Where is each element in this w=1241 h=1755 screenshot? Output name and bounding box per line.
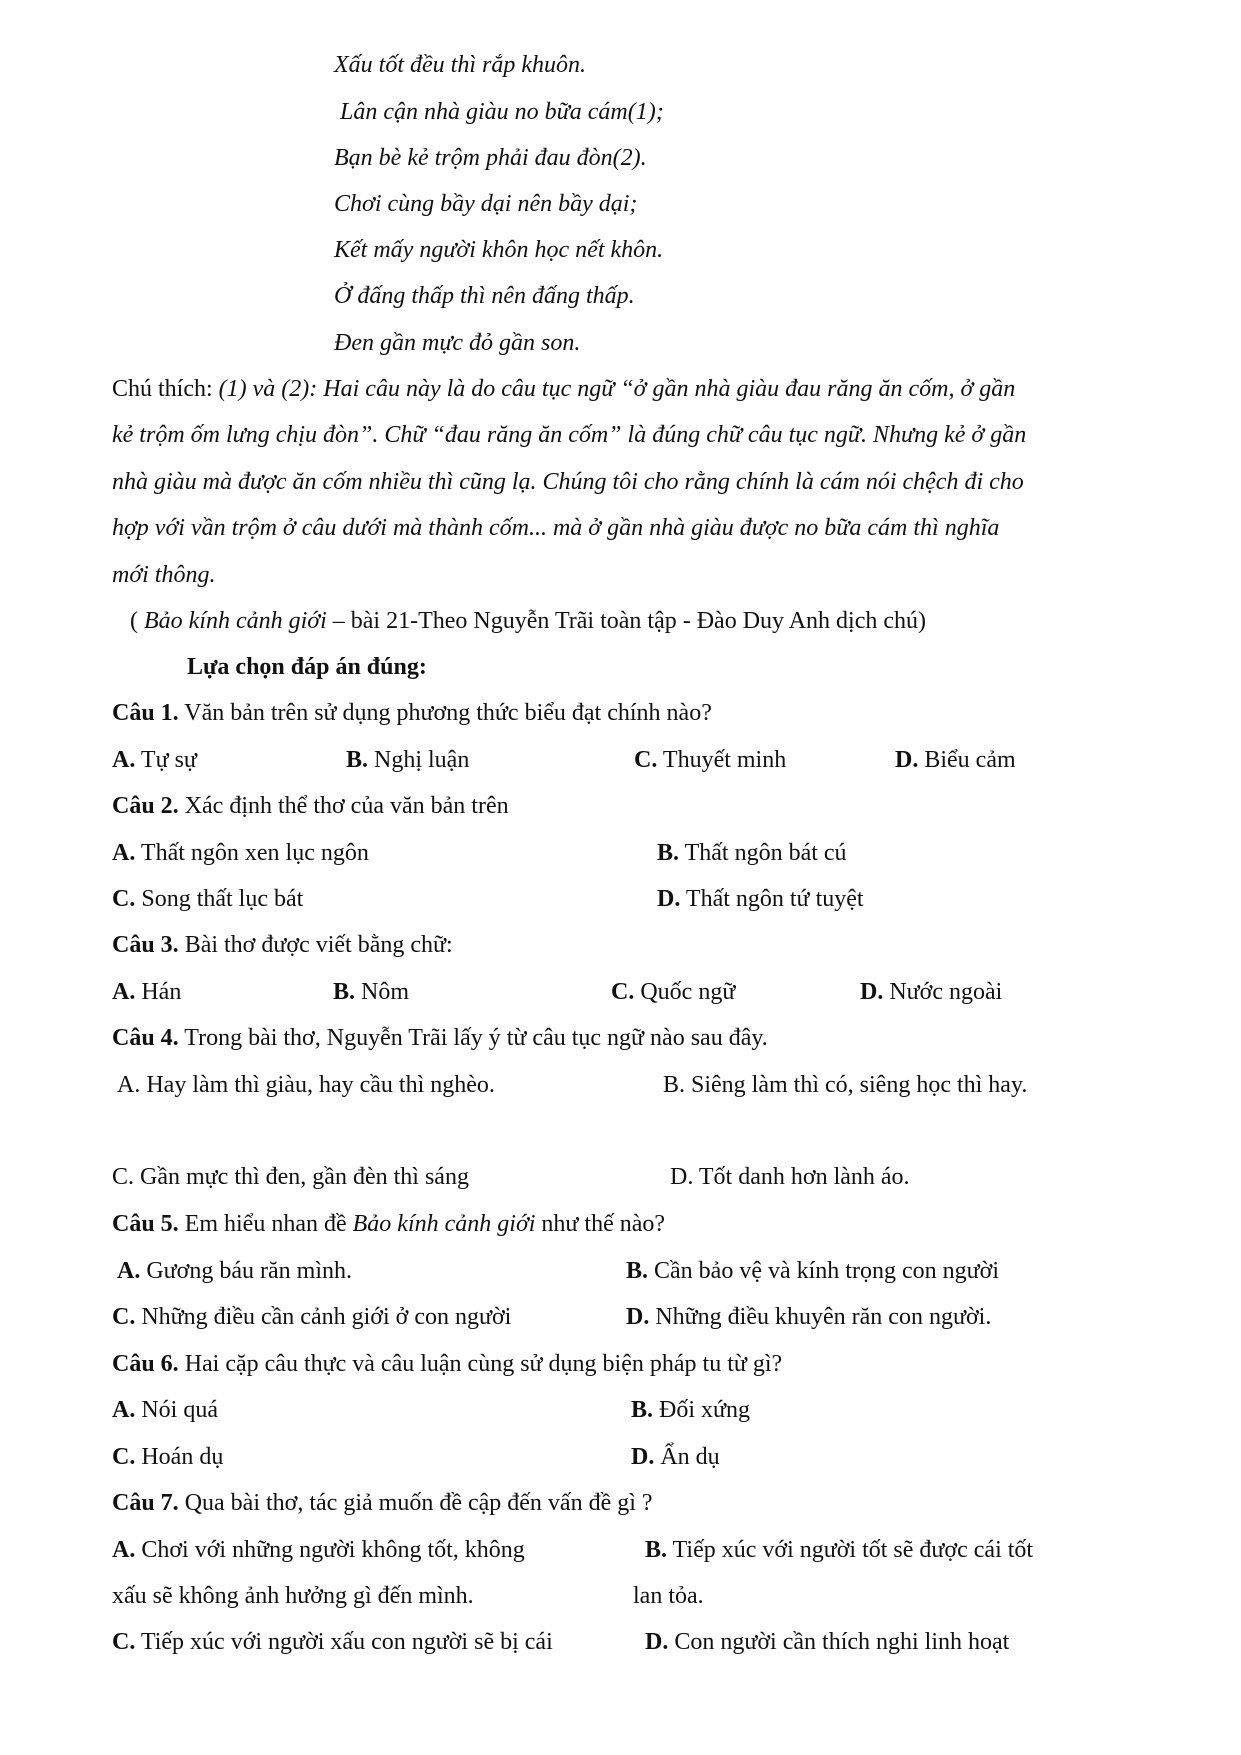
q7-option-b[interactable] [645,1535,1033,1565]
option-key: A. [112,840,136,866]
option-text: Biểu cảm [918,747,1016,773]
source-citation [130,606,926,636]
option-key: B. [346,747,369,773]
option-key: D. [626,1304,650,1330]
q2-option-c[interactable] [112,884,303,914]
option-key: A. [112,1397,136,1423]
option-text: Nói quá [135,1397,218,1423]
option-text: Chơi với những người không tốt, không [135,1537,525,1563]
option-text: Những điều cần cảnh giới ở con người [135,1304,512,1330]
question-number: Câu 6. [112,1351,179,1377]
question-title: Bảo kính cảnh giới [352,1211,536,1237]
option-text: Hoán dụ [135,1444,224,1470]
option-text: Thuyết minh [657,747,787,773]
poem-line-5: Kết mấy người khôn học nết khôn. [334,237,664,263]
option-text: Gương báu răn mình. [140,1258,353,1284]
poem-line-7: Đen gần mực đỏ gần son. [334,330,581,356]
option-key: C. [112,1629,136,1655]
question-text: Em hiểu nhan đề [178,1211,353,1237]
option-key: C. [112,1444,136,1470]
q1-option-a[interactable] [112,745,197,775]
option-text: Thất ngôn tứ tuyệt [680,886,864,912]
q5-option-c[interactable] [112,1302,511,1332]
question-4 [112,1023,768,1053]
note-text: (1) và (2): Hai câu này là do câu tục ngữ “ở gần nhà giàu đau răng ăn cốm, ở gần [218,376,1016,402]
option-text: Đối xứng [653,1397,751,1423]
q3-option-a[interactable] [112,977,181,1007]
question-text: Trong bài thơ, Nguyễn Trãi lấy ý từ câu tục ngữ nào sau đây. [178,1025,768,1051]
q5-option-a[interactable] [117,1256,352,1286]
question-text: Xác định thể thơ của văn bản trên [178,793,509,819]
question-text: Hai cặp câu thực và câu luận cùng sử dụng biện pháp tu từ gì? [178,1351,783,1377]
q3-option-b[interactable] [333,977,409,1007]
option-key: C. [611,979,635,1005]
option-key: C. [112,1304,136,1330]
q7-option-d[interactable] [645,1627,1009,1657]
option-key: C. [112,886,136,912]
option-text: Nghị luận [368,747,470,773]
note-label: Chú thích: [112,376,213,402]
q3-option-c[interactable] [611,977,735,1007]
q6-option-d[interactable] [631,1442,720,1472]
question-7 [112,1488,653,1518]
option-key: C. [634,747,658,773]
question-text: Bài thơ được viết bằng chữ: [178,932,453,958]
option-key: A. [112,747,136,773]
poem-line-2: Lân cận nhà giàu no bữa cám(1); [340,99,664,125]
question-number: Câu 4. [112,1025,179,1051]
option-text: Hán [135,979,182,1005]
note-line-2: kẻ trộm ốm lưng chịu đòn”. Chữ “đau răng ăn cốm” là đúng chữ câu tục ngữ. Nhưng kẻ ở gần [112,422,1027,448]
question-2 [112,791,509,821]
q6-option-a[interactable] [112,1395,218,1425]
option-key: A. [117,1258,141,1284]
note-line-3: nhà giàu mà được ăn cốm nhiều thì cũng lạ. Chúng tôi cho rằng chính là cám nói chệch đi cho [112,469,1024,495]
option-text: Ẩn dụ [654,1444,720,1470]
q6-option-b[interactable] [631,1395,750,1425]
option-key: B. [657,840,680,866]
option-key: D. [895,747,919,773]
instruction-heading: Lựa chọn đáp án đúng: [187,654,427,680]
source-open: ( [130,608,144,634]
source-title: Bảo kính cảnh giới [144,608,327,634]
option-key: B. [333,979,356,1005]
q5-option-d[interactable] [626,1302,991,1332]
q6-option-c[interactable] [112,1442,223,1472]
q2-option-a[interactable] [112,838,369,868]
option-key: A. [112,979,136,1005]
poem-line-4: Chơi cùng bầy dại nên bầy dại; [334,191,638,217]
question-number: Câu 1. [112,700,179,726]
q4-option-d[interactable]: D. Tốt danh hơn lành áo. [670,1164,910,1190]
option-key: D. [860,979,884,1005]
question-number: Câu 2. [112,793,179,819]
question-1 [112,698,712,728]
q7-option-a[interactable] [112,1535,525,1565]
q4-option-c[interactable]: C. Gần mực thì đen, gần đèn thì sáng [112,1164,469,1190]
option-key: B. [631,1397,654,1423]
option-text: Nước ngoài [883,979,1003,1005]
question-5 [112,1209,665,1239]
option-text: Thất ngôn bát cú [679,840,847,866]
question-text-end: như thế nào? [535,1211,666,1237]
q1-option-d[interactable] [895,745,1016,775]
option-key: B. [645,1537,668,1563]
option-key: A. [112,1537,136,1563]
option-key: D. [657,886,681,912]
option-text: Quốc ngữ [634,979,736,1005]
option-text: Nôm [355,979,410,1005]
q4-option-b[interactable]: B. Siêng làm thì có, siêng học thì hay. [663,1072,1028,1098]
question-number: Câu 3. [112,932,179,958]
question-6 [112,1349,782,1379]
note-line-5: mới thông. [112,562,216,588]
option-text: Tiếp xúc với người tốt sẽ được cái tốt [667,1537,1034,1563]
option-key: B. [626,1258,649,1284]
option-key: D. [631,1444,655,1470]
note-line-1 [112,374,1015,404]
question-number: Câu 5. [112,1211,179,1237]
option-text: Song thất lục bát [135,886,304,912]
question-number: Câu 7. [112,1490,179,1516]
option-text: Cần bảo vệ và kính trọng con người [648,1258,999,1284]
option-text: Thất ngôn xen lục ngôn [135,840,369,866]
q2-option-d[interactable] [657,884,864,914]
option-text: Con người cần thích nghi linh hoạt [668,1629,1010,1655]
poem-line-1: Xấu tốt đều thì rắp khuôn. [334,52,586,78]
q7-option-c[interactable] [112,1627,553,1657]
q7-option-a-cont: xấu sẽ không ảnh hưởng gì đến mình. [112,1583,474,1609]
question-3 [112,930,453,960]
q4-option-a[interactable]: A. Hay làm thì giàu, hay cầu thì nghèo. [117,1072,495,1098]
note-line-4: hợp với vần trộm ở câu dưới mà thành cốm... mà ở gần nhà giàu được no bữa cám thì nghĩa [112,515,1000,541]
poem-line-3: Bạn bè kẻ trộm phải đau đòn(2). [334,145,647,171]
q3-option-d[interactable] [860,977,1002,1007]
option-text: Tiếp xúc với người xấu con người sẽ bị cái [135,1629,553,1655]
q1-option-b[interactable] [346,745,469,775]
option-text: Những điều khuyên răn con người. [649,1304,992,1330]
question-text: Qua bài thơ, tác giả muốn đề cập đến vấn đề gì ? [178,1490,653,1516]
source-rest: – bài 21-Theo Nguyễn Trãi toàn tập - Đào Duy Anh dịch chú) [326,608,927,634]
q7-option-b-cont: lan tỏa. [633,1583,704,1609]
question-text: Văn bản trên sử dụng phương thức biểu đạt chính nào? [178,700,712,726]
q5-option-b[interactable] [626,1256,999,1286]
q1-option-c[interactable] [634,745,786,775]
option-key: D. [645,1629,669,1655]
poem-line-6: Ở đấng thấp thì nên đấng thấp. [334,283,635,309]
option-text: Tự sự [135,747,197,773]
q2-option-b[interactable] [657,838,847,868]
